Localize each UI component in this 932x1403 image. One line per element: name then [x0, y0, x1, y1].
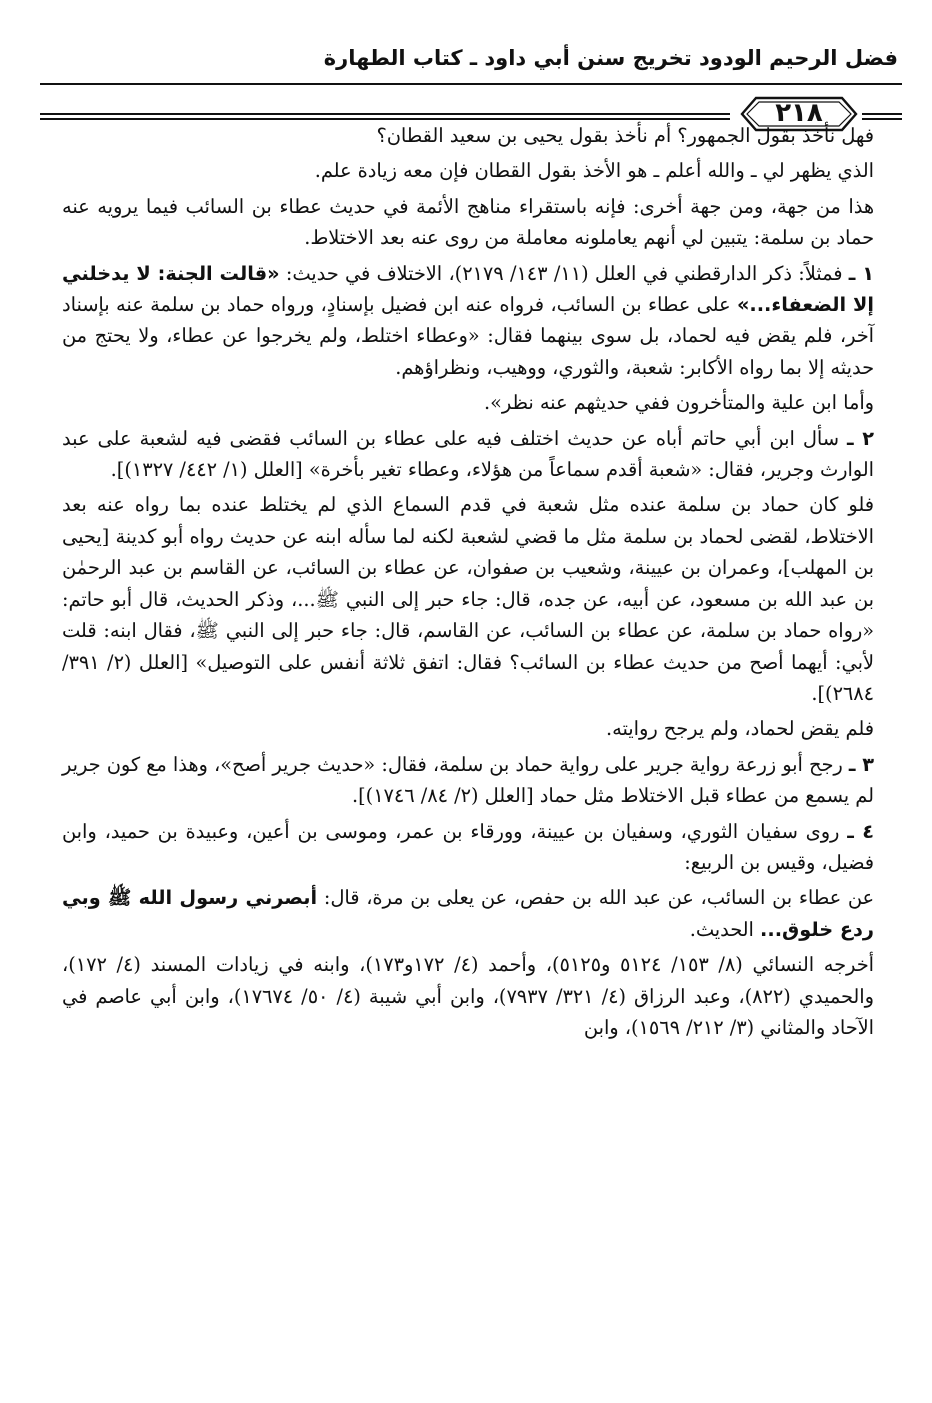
paragraph	[62, 120, 874, 151]
paragraph	[62, 191, 874, 254]
running-title: فضل الرحيم الودود تخريج سنن أبي داود ـ كتاب الطهارة	[323, 46, 898, 70]
hadith-quote: «قالت الجنة: لا يدخلني إلا الضعفاء...»	[62, 261, 874, 317]
paragraph-text: الحديث.	[689, 917, 761, 941]
numbered-paragraph-2	[62, 423, 874, 486]
paragraph-text: على عطاء بن السائب، فرواه عنه ابن فضيل بإسنادٍ، ورواه حماد بن سلمة عنه بإسناد آخر، فلم يقض فيه لحماد، بل سوى بينهما فقال: «وعطاء اختلط، ولم يخرجوا عن عطاء، ولا يحتج من حديثه إلا بما رواه الأكابر: شعبة، والثوري، ووهيب، ونظراؤهم.	[62, 293, 874, 379]
item-number: ٣ ـ	[848, 752, 874, 776]
page-header	[40, 40, 902, 128]
paragraph-text: وأما ابن علية والمتأخرون ففي حديثهم عنه نظر».	[483, 391, 874, 415]
item-number: ١ ـ	[848, 261, 874, 285]
paragraph	[62, 949, 874, 1043]
page-body	[62, 120, 874, 1047]
paragraph	[62, 882, 874, 945]
paragraph-text: أخرجه النسائي (٨/ ١٥٣/ ٥١٢٤ و٥١٢٥)، وأحمد (٤/ ١٧٢و١٧٣)، وابنه في زيادات المسند (٤/ ١٧٢)، والحميدي (٨٢٢)، وعبد الرزاق (٤/ ٣٢١/ ٧٩٣٧)، وابن أبي شيبة (٤/ ٥٠/ ١٧٦٧٤)، وابن أبي عاصم في الآحاد والمثاني (٣/ ٢١٢/ ١٥٦٩)، وابن	[62, 953, 874, 1039]
paragraph-text: الذي يظهر لي ـ والله أعلم ـ هو الأخذ بقول القطان فإن معه زيادة علم.	[314, 159, 874, 183]
paragraph-text: فلم يقض لحماد، ولم يرجح روايته.	[606, 717, 874, 741]
paragraph-text: سأل ابن أبي حاتم أباه عن حديث اختلف فيه على عطاء بن السائب فقضى فيه لشعبة على عبد الوارث وجرير، فقال: «شعبة أقدم سماعاً من هؤلاء، وعطاء تغير بأخرة» [العلل (١/ ٤٤٢/ ١٣٢٧)].	[62, 426, 874, 482]
paragraph-text: فمثلاً: ذكر الدارقطني في العلل (١١/ ١٤٣/ ٢١٧٩)، الاختلاف في حديث:	[279, 261, 849, 285]
paragraph	[62, 387, 874, 418]
numbered-paragraph-1	[62, 258, 874, 384]
page-number: ٢١٨	[775, 98, 823, 128]
paragraph-text: رجح أبو زرعة رواية جرير على رواية حماد بن سلمة، فقال: «حديث جرير أصح»، وهذا مع كون جرير لم يسمع من عطاء قبل الاختلاط مثل حماد [العلل (٢/ ٨٤/ ١٧٤٦)].	[62, 752, 874, 808]
paragraph	[62, 713, 874, 744]
paragraph	[62, 489, 874, 709]
header-double-rule-left	[40, 113, 730, 120]
header-rule	[40, 83, 902, 85]
numbered-paragraph-4	[62, 816, 874, 879]
paragraph-text: هذا من جهة، ومن جهة أخرى: فإنه باستقراء مناهج الأئمة في حديث عطاء بن السائب فيما يرويه عنه حماد بن سلمة: يتبين لي أنهم يعاملونه معاملة من روى عنه بعد الاختلاط.	[62, 194, 874, 250]
numbered-paragraph-3	[62, 749, 874, 812]
paragraph	[62, 155, 874, 186]
hadith-quote: أبصرني رسول الله ﷺ وبي ردع خلوق...	[62, 886, 874, 941]
item-number: ٤ ـ	[847, 819, 874, 843]
item-number: ٢ ـ	[846, 426, 874, 450]
header-double-rule-right	[862, 113, 902, 120]
paragraph-text: فهل نأخذ بقول الجمهور؟ أم نأخذ بقول يحيى بن سعيد القطان؟	[376, 124, 874, 147]
paragraph-text: روى سفيان الثوري، وسفيان بن عيينة، وورقاء بن عمر، وموسى بن أعين، وعبيدة بن حميد، وابن فضيل، وقيس بن الربيع:	[62, 819, 874, 874]
paragraph-text: فلو كان حماد بن سلمة عنده مثل شعبة في قدم السماع الذي لم يختلط عنده بما رواه عنه بعد الاختلاط، لقضى لحماد بن سلمة مثل ما قضي لشعبة لكنه لما سأله ابنه عن حديث رواه أبو كدينة [يحيى بن المهلب]، وعمران بن عيينة، وشعيب بن صفوان، عن عطاء بن السائب، عن القاسم بن عبد الرحمٰن بن عبد الله بن مسعود، عن أبيه، عن جده، قال: جاء حبر إلى النبي ﷺ...، وذكر الحديث، قال أبو حاتم: «رواه حماد بن سلمة، عن عطاء بن السائب، عن القاسم، قال: جاء حبر إلى النبي ﷺ، فقال ابنه: قلت لأبي: أيهما أصح من حديث عطاء بن السائب؟ فقال: اتفق ثلاثة أنفس على التوصيل» [العلل (٢/ ٣٩١/ ٢٦٨٤)].	[62, 493, 874, 705]
paragraph-text: عن عطاء بن السائب، عن عبد الله بن حفص، عن يعلى بن مرة، قال:	[317, 886, 875, 910]
